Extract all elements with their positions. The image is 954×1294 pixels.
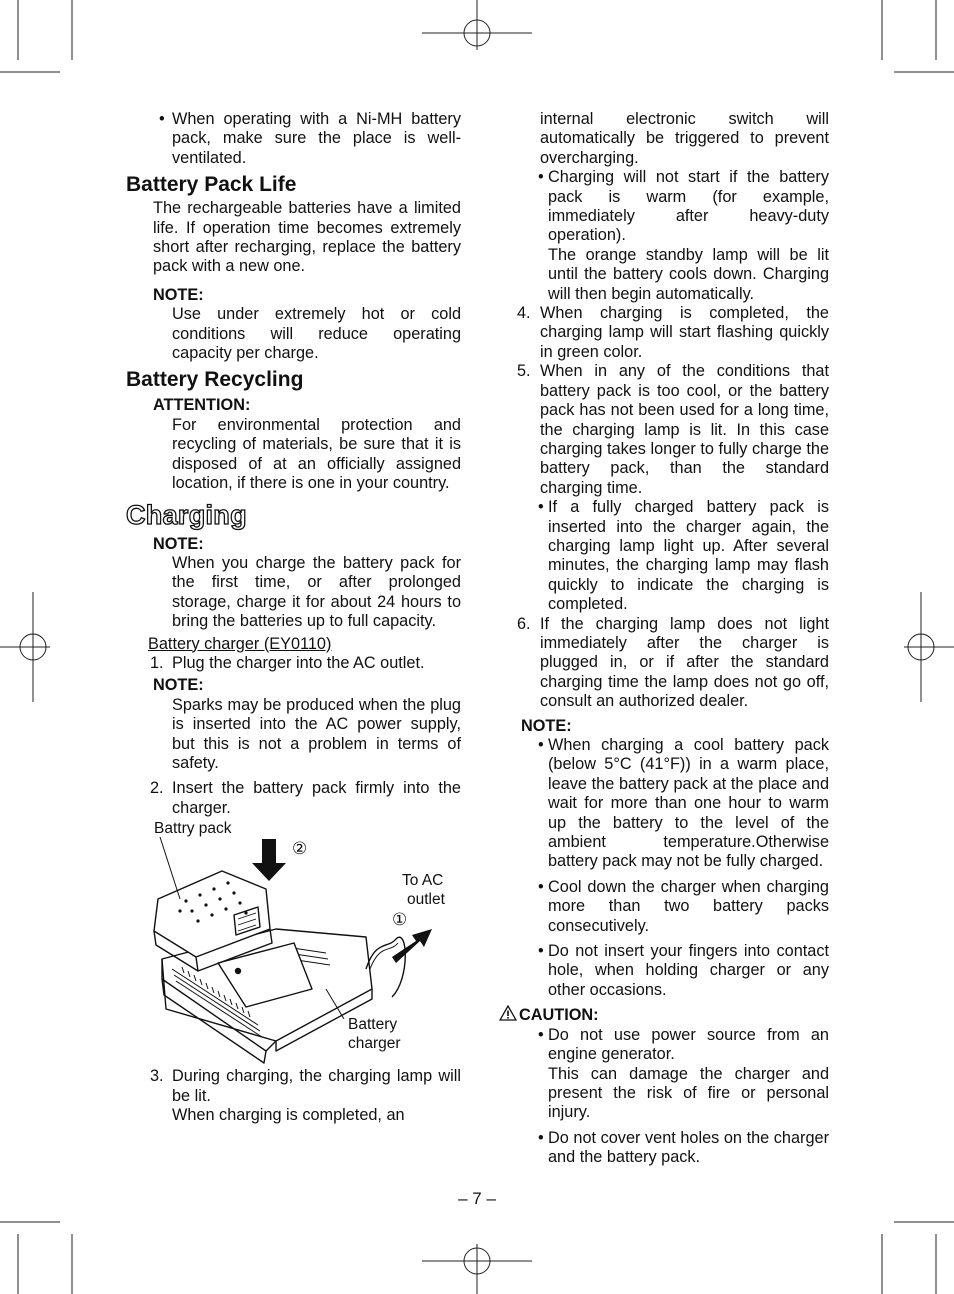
note-label: NOTE: [521,716,572,735]
bullet-dot: • [538,498,544,517]
caution-vent-holes: • Do not cover vent holes on the charger and the battery pack. [538,1128,829,1167]
caution-label: CAUTION: [519,1006,599,1025]
bullet-dot: • [538,942,544,961]
label-charger-line1: Battery [348,1016,398,1034]
charger-illustration [126,819,461,1067]
step-2: 2. Insert the battery pack firmly into the charger. [150,779,461,817]
full-battery-bullet: • If a fully charged battery pack is inserted into the charger again, the charging lamp light up. After several minutes, the charging lamp may flash quickly to indicate the charging is completed. [538,498,829,614]
charger-drawing [126,819,461,1067]
left-column [126,110,461,1125]
battery-life-text: The rechargeable batteries have a limited life. If operation time becomes extremely short after recharging, replace the battery pack with a new one. [153,199,461,276]
bullet-dot: • [538,736,544,754]
attention-label: ATTENTION: [153,396,251,415]
note-label: NOTE: [153,285,204,304]
caution-heading [499,1005,829,1025]
label-battery-pack: Battry pack [154,820,232,838]
step-1: 1. Plug the charger into the AC outlet. [150,653,425,672]
label-charger-line2: charger [348,1035,401,1053]
caution-generator-cont: This can damage the charger and present the risk of fire or personal injury. [548,1064,829,1122]
step-4: 4. When charging is completed, the charging lamp will start flashing quickly in green color. [517,304,829,361]
ventilation-bullet: • When operating with a Ni-MH battery pack, make sure the place is well-ventilated. [159,110,461,167]
bullet-dot: • [538,168,544,187]
step-5: 5. When in any of the conditions that battery pack is too cool, or the battery pack has not been used for a long time, the charging lamp is lit. In this case charging takes longer to fully charge the battery pack, than the standard charging time. [517,362,829,497]
note-cool-charger: • Cool down the charger when charging more than two battery packs consecutively. [538,877,829,935]
page-number: – 7 – [458,1189,496,1208]
step-3: 3. During charging, the charging lamp will be lit. [150,1067,461,1105]
recycling-text: For environmental protection and recycling of materials, be sure that it is disposed of at an officially assigned location, if there is one in your country. [172,415,461,493]
note-cool-battery: • When charging a cool battery pack (below 5°C (41°F)) in a warm place, leave the battery pack at the place and wait for more than one hour to warm up the battery to the level of the ambient temperature.Otherwise battery pack may not be fully charged. [538,736,829,871]
step-3-continued: When charging is completed, an [172,1106,405,1124]
callout-1: ① [392,910,408,930]
overcharge-text: internal electronic switch will automatically be triggered to prevent overcharging. [540,110,829,167]
note-contact-hole: • Do not insert your fingers into contact hole, when holding charger or any other occasions. [538,942,829,999]
heading-battery-pack-life: Battery Pack Life [126,173,297,197]
note-label: NOTE: [153,676,204,695]
step-6: 6. If the charging lamp does not light immediately after the charger is plugged in, or if after the standard charging time the lamp does not go off, consult an authorized dealer. [517,614,829,711]
label-to-ac-line1: To AC [402,872,444,890]
caution-generator: • Do not use power source from an engine generator. [538,1025,829,1064]
bullet-dot: • [538,1128,544,1147]
label-to-ac-line2: outlet [407,891,445,909]
right-column [513,110,829,1168]
warm-battery-cont: The orange standby lamp will be lit until the battery cools down. Charging will then begin automatically. [548,245,829,303]
note-label: NOTE: [153,534,204,553]
bullet-dot: • [538,877,544,896]
charger-model-title: Battery charger (EY0110) [148,634,332,653]
heading-charging: Charging [126,499,247,530]
warm-battery-bullet: • Charging will not start if the battery pack is warm (for example, immediately after heavy-duty operation). [538,168,829,245]
warning-triangle-icon [499,1005,517,1021]
heading-battery-recycling: Battery Recycling [126,368,304,392]
battery-life-note: Use under extremely hot or cold conditions will reduce operating capacity per charge. [172,305,461,363]
bullet-dot: • [159,110,165,128]
step-1-note: Sparks may be produced when the plug is inserted into the AC power supply, but this is not a problem in terms of safety. [172,695,461,772]
callout-2: ② [292,839,308,859]
charging-note: When you charge the battery pack for the first time, or after prolonged storage, charge it for about 24 hours to bring the batteries up to full capacity. [172,553,461,631]
bullet-dot: • [538,1025,544,1044]
